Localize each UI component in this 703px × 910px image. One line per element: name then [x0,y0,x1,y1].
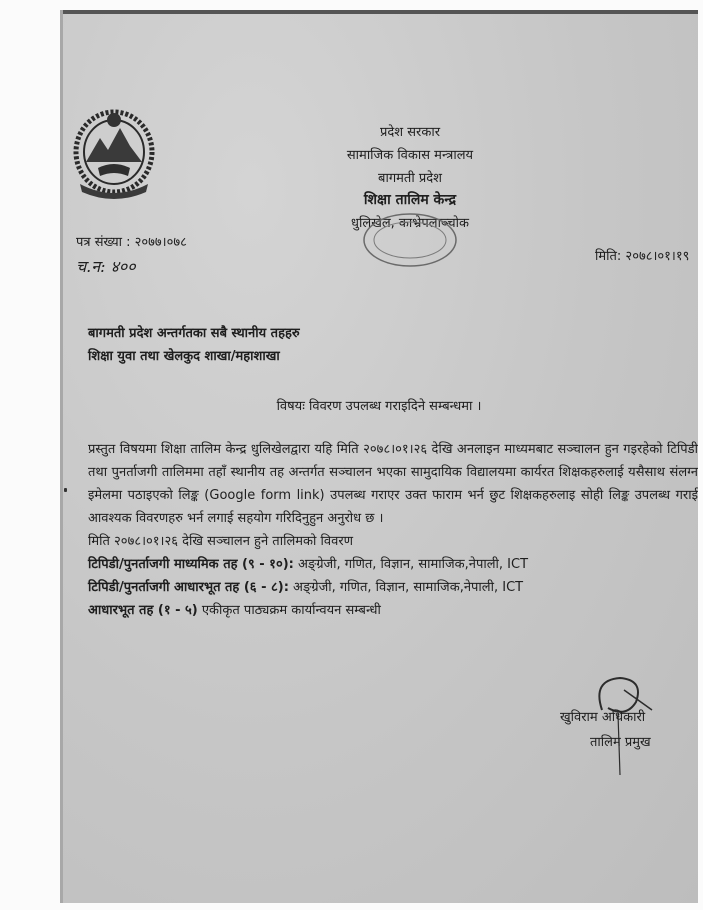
office-stamp-icon [355,206,465,276]
letter-date: मिति: २०७८।०१।१९ [595,249,690,264]
schedule-row-value: एकीकृत पाठ्यक्रम कार्यान्वयन सम्बन्धी [197,603,381,618]
letter-subject: विषयः विवरण उपलब्ध गराइदिने सम्बन्धमा । [276,399,482,414]
nepal-emblem-icon [68,102,160,202]
letter-reference-number: पत्र संख्या : २०७७।०७८ [76,235,187,250]
body-paragraph: प्रस्तुत विषयमा शिक्षा तालिम केन्द्र धुलिखेलद्वारा यहि मिति २०७८।०१।२६ देखि अनलाइन माध्यमबाट सञ्चालन हुन गइरहेको टिपिडी तथा पुनर्ताजगी तालिममा तहाँ स्थानीय तह अन्तर्गत सञ्चालन भएका सामुदायिक विद्यालयमा कार्यरत शिक्षकहरुलाई यसैसाथ संलग्न इमेलमा पठाइएको लिङ्क (Google form link) उपलब्ध गराएर उक्त फाराम भर्न छुट शिक्षकहरुलाइ सोही लिङ्क उपलब्ध गराई आवश्यक विवरणहरु भर्न लगाई सहयोग गरिदिनुहुन अनुरोध छ । [88,442,698,526]
letter-page [60,10,698,903]
signatory-name: खुविराम अधिकारी [560,710,646,725]
header-line-4: शिक्षा तालिम केन्द्र [363,192,457,208]
header-line-3: बागमती प्रदेश [378,171,442,186]
dispatch-number: च.न: ४०० [76,257,136,276]
schedule-row-label: टिपिडी/पुनर्ताजगी माध्यमिक तह (९ - १०): [88,557,294,572]
scan-speck [64,488,67,492]
schedule-row [88,599,698,622]
signatory-title: तालिम प्रमुख [590,735,651,750]
scan-edge-top [60,10,698,14]
schedule-row-label: आधारभूत तह (१ - ५) [88,603,198,618]
recipient-line-1: बागमती प्रदेश अन्तर्गतका सबै स्थानीय तहहरु [88,326,300,341]
schedule-row [88,576,698,599]
header-line-1: प्रदेश सरकार [379,125,441,140]
scan-edge-left [60,10,63,903]
schedule-row [88,553,698,576]
signature-icon [540,670,690,780]
letter-body [88,438,698,622]
schedule-row-value: अङ्ग्रेजी, गणित, विज्ञान, सामाजिक,नेपाली, ICT [293,557,529,572]
recipient-line-2: शिक्षा युवा तथा खेलकुद शाखा/महाशाखा [88,349,280,364]
schedule-row-value: अङ्ग्रेजी, गणित, विज्ञान, सामाजिक,नेपाली, ICT [288,580,524,595]
header-line-5: धुलिखेल, काभ्रेपलाञ्चोक [351,216,469,231]
schedule-intro: मिति २०७८।०१।२६ देखि सञ्चालन हुने तालिमको विवरण [88,534,354,549]
schedule-row-label: टिपिडी/पुनर्ताजगी आधारभूत तह (६ - ८): [88,580,289,595]
header-line-2: सामाजिक विकास मन्त्रालय [346,148,474,163]
